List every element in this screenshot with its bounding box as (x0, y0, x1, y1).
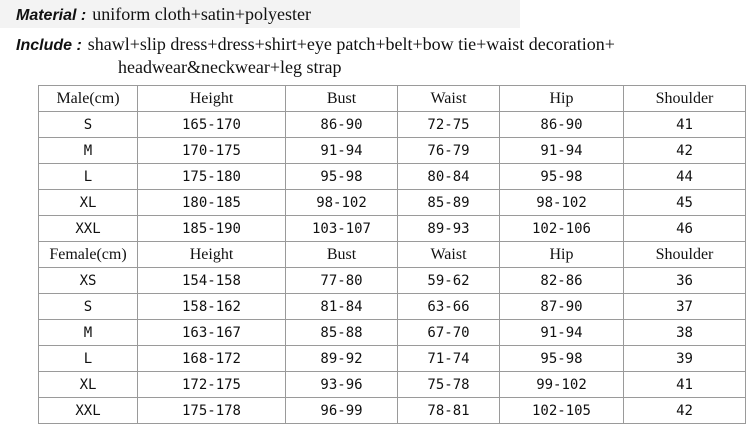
male-header-row (39, 86, 746, 112)
measurement-cell: 165-170 (138, 112, 286, 138)
male-unit-header: Male(cm) (39, 86, 138, 112)
measurement-cell: 85-89 (398, 190, 500, 216)
measurement-cell: 42 (624, 398, 746, 424)
table-row (39, 398, 746, 424)
include-line (16, 34, 615, 55)
measurement-cell: 93-96 (286, 372, 398, 398)
include-value-line2: headwear&neckwear+leg strap (118, 57, 342, 77)
measurement-cell: 42 (624, 138, 746, 164)
table-row (39, 294, 746, 320)
table-row (39, 190, 746, 216)
material-label: Material : (16, 7, 87, 24)
measurement-cell: 82-86 (500, 268, 624, 294)
measurement-cell: 89-92 (286, 346, 398, 372)
measurement-cell: 59-62 (398, 268, 500, 294)
measurement-cell: 170-175 (138, 138, 286, 164)
table-row (39, 346, 746, 372)
size-label-cell: S (39, 112, 138, 138)
measurement-cell: 77-80 (286, 268, 398, 294)
column-header: Waist (398, 86, 500, 112)
measurement-cell: 86-90 (286, 112, 398, 138)
measurement-cell: 158-162 (138, 294, 286, 320)
measurement-cell: 41 (624, 372, 746, 398)
size-label-cell: L (39, 164, 138, 190)
measurement-cell: 87-90 (500, 294, 624, 320)
measurement-cell: 63-66 (398, 294, 500, 320)
measurement-cell: 180-185 (138, 190, 286, 216)
table-row (39, 164, 746, 190)
measurement-cell: 175-180 (138, 164, 286, 190)
include-label: Include : (16, 37, 82, 54)
column-header: Bust (286, 242, 398, 268)
table-row (39, 112, 746, 138)
measurement-cell: 102-105 (500, 398, 624, 424)
column-header: Shoulder (624, 86, 746, 112)
measurement-cell: 172-175 (138, 372, 286, 398)
material-value: uniform cloth+satin+polyester (92, 4, 312, 24)
size-chart-body (39, 86, 746, 424)
measurement-cell: 86-90 (500, 112, 624, 138)
measurement-cell: 91-94 (500, 320, 624, 346)
measurement-cell: 89-93 (398, 216, 500, 242)
column-header: Hip (500, 242, 624, 268)
measurement-cell: 76-79 (398, 138, 500, 164)
measurement-cell: 95-98 (500, 346, 624, 372)
size-label-cell: M (39, 320, 138, 346)
measurement-cell: 168-172 (138, 346, 286, 372)
measurement-cell: 85-88 (286, 320, 398, 346)
measurement-cell: 46 (624, 216, 746, 242)
measurement-cell: 185-190 (138, 216, 286, 242)
measurement-cell: 75-78 (398, 372, 500, 398)
measurement-cell: 80-84 (398, 164, 500, 190)
measurement-cell: 175-178 (138, 398, 286, 424)
column-header: Height (138, 242, 286, 268)
measurement-cell: 71-74 (398, 346, 500, 372)
measurement-cell: 154-158 (138, 268, 286, 294)
measurement-cell: 95-98 (286, 164, 398, 190)
table-row (39, 372, 746, 398)
measurement-cell: 44 (624, 164, 746, 190)
measurement-cell: 39 (624, 346, 746, 372)
measurement-cell: 38 (624, 320, 746, 346)
table-row (39, 138, 746, 164)
measurement-cell: 37 (624, 294, 746, 320)
size-chart-table (38, 85, 746, 424)
table-row (39, 320, 746, 346)
table-row (39, 268, 746, 294)
table-row (39, 216, 746, 242)
size-label-cell: XL (39, 190, 138, 216)
measurement-cell: 36 (624, 268, 746, 294)
column-header: Bust (286, 86, 398, 112)
measurement-cell: 95-98 (500, 164, 624, 190)
measurement-cell: 99-102 (500, 372, 624, 398)
size-label-cell: S (39, 294, 138, 320)
measurement-cell: 67-70 (398, 320, 500, 346)
measurement-cell: 78-81 (398, 398, 500, 424)
measurement-cell: 91-94 (286, 138, 398, 164)
measurement-cell: 91-94 (500, 138, 624, 164)
size-label-cell: XS (39, 268, 138, 294)
size-label-cell: XL (39, 372, 138, 398)
size-label-cell: M (39, 138, 138, 164)
female-header-row (39, 242, 746, 268)
female-unit-header: Female(cm) (39, 242, 138, 268)
column-header: Shoulder (624, 242, 746, 268)
measurement-cell: 45 (624, 190, 746, 216)
measurement-cell: 102-106 (500, 216, 624, 242)
measurement-cell: 163-167 (138, 320, 286, 346)
measurement-cell: 96-99 (286, 398, 398, 424)
measurement-cell: 41 (624, 112, 746, 138)
column-header: Hip (500, 86, 624, 112)
size-label-cell: L (39, 346, 138, 372)
column-header: Waist (398, 242, 500, 268)
measurement-cell: 103-107 (286, 216, 398, 242)
column-header: Height (138, 86, 286, 112)
size-label-cell: XXL (39, 398, 138, 424)
include-value-line1: shawl+slip dress+dress+shirt+eye patch+belt+bow tie+waist decoration+ (87, 34, 615, 54)
measurement-cell: 98-102 (500, 190, 624, 216)
measurement-cell: 81-84 (286, 294, 398, 320)
material-line (16, 4, 311, 25)
size-label-cell: XXL (39, 216, 138, 242)
measurement-cell: 72-75 (398, 112, 500, 138)
measurement-cell: 98-102 (286, 190, 398, 216)
